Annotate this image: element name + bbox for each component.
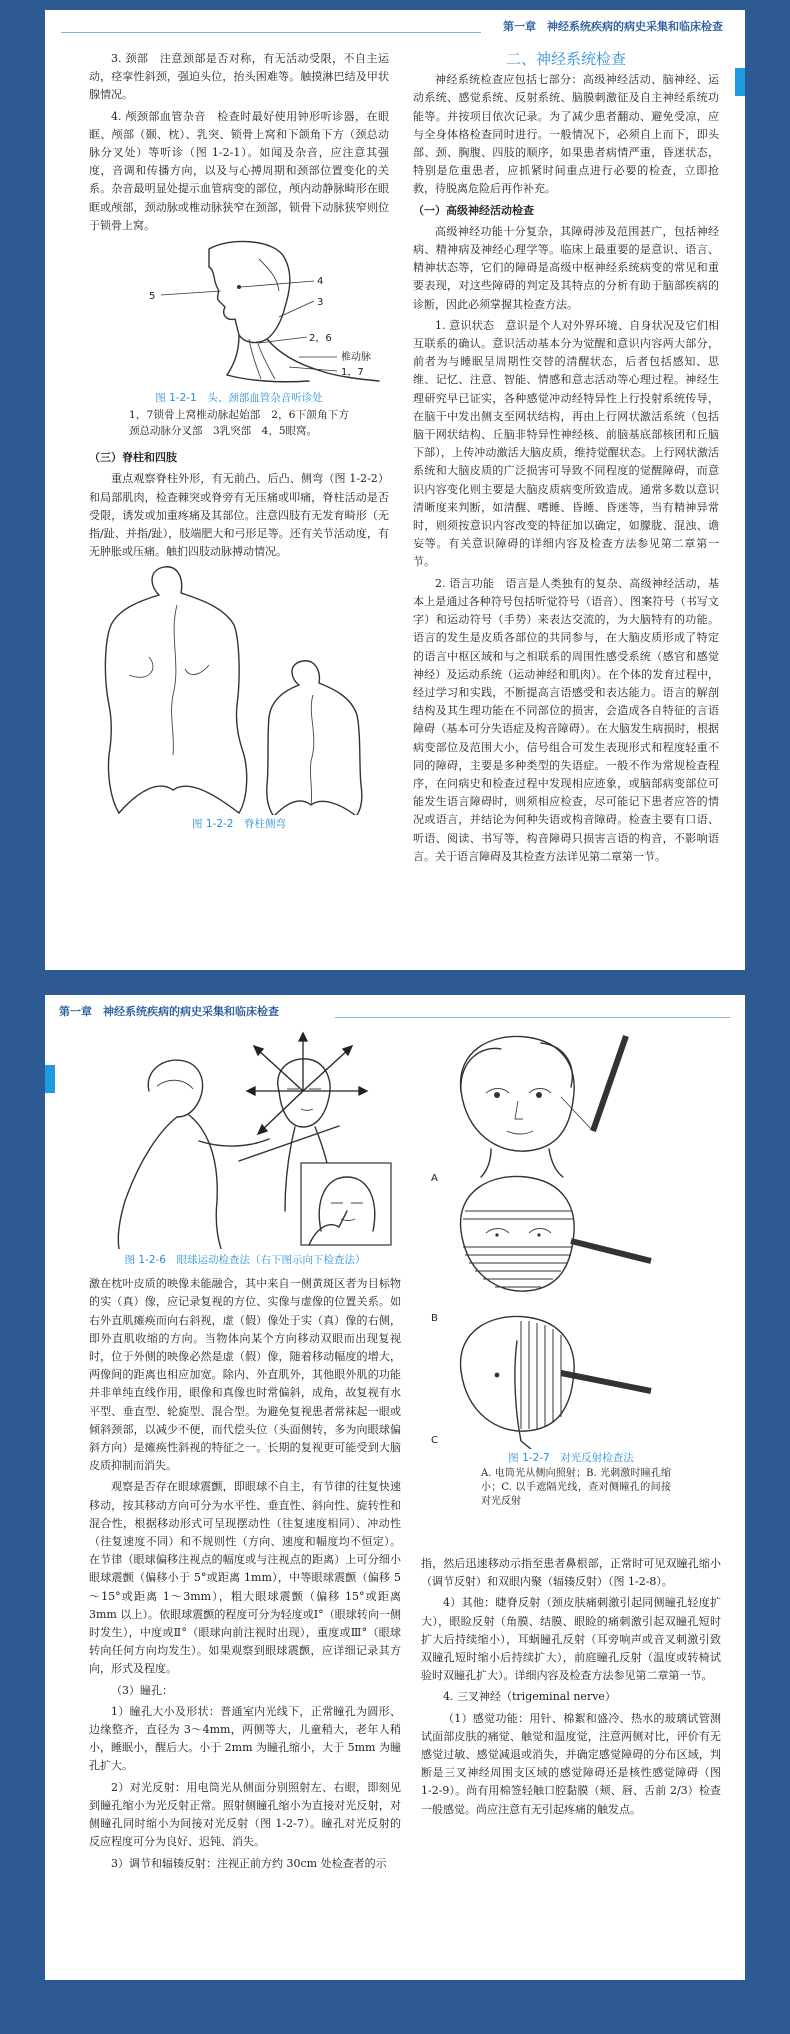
face-c (431, 1316, 651, 1449)
left-column (89, 50, 389, 834)
paragraph-bruit: 4. 颅颈部血管杂音 检查时最好使用钟形听诊器，在眼眶、颅部（颞、枕）、乳突、锁骨上窝和下颌角下方（颈总动脉分叉处）等听诊（图 1-2-1）。如闻及杂音，应注意其强度，音调和传播方向，以及与心搏周期和颈部位置变化的关系。杂音最明显处提示血管病变的部位，颅内动静脉畸形在眼眶或颅部，颈动脉或椎动脉狭窄在颈部，锁骨下动脉狭窄则位于锁骨上窝。 (89, 109, 389, 232)
running-header: 第一章 神经系统疾病的病史采集和临床检查 (503, 20, 723, 33)
paragraph-accommodation-cont: 指，然后迅速移动示指至患者鼻根部，正常时可见双瞳孔缩小（调节反射）和双眼内聚（辐辏反射）（图 1-2-8）。 (421, 1557, 721, 1589)
paragraph-accommodation: 3）调节和辐辏反射：注视正前方约 30cm 处检查者的示 (111, 1856, 387, 1870)
fig1-legend: 1，7锁骨上窝椎动脉起始部 2，6下颌角下方颈总动脉分叉部 3乳突部 4，5眼窝。 (129, 409, 349, 438)
fig7-label-b: B (431, 1313, 438, 1324)
paragraph-pupil-size: 1）瞳孔大小及形状：普通室内光线下，正常瞳孔为圆形、边缘整齐，直径为 3～4mm，两侧等大，儿童稍大，老年人稍小，睡眠小，醒后大。小于 2mm 为瞳孔缩小，大于 5mm 为瞳孔扩大。 (89, 1704, 401, 1773)
light-reflex-drawing (421, 1031, 721, 1449)
face-b (431, 1176, 651, 1324)
fig1-label-2-6: 2，6 (309, 333, 332, 345)
figure-scoliosis (89, 565, 389, 815)
paragraph-light-reflex: 2）对光反射：用电筒光从侧面分别照射左、右眼，即刻见到瞳孔缩小为光反射正常。照射侧瞳孔缩小为直接对光反射，对侧瞳孔同时缩小为间接对光反射（图 1-2-7）。瞳孔对光反射的反应程度可分为良好、迟钝、消失。 (89, 1780, 401, 1849)
fig7-legend: A. 电筒光从侧向照射；B. 光刺激时瞳孔缩小；C. 以手遮隔光线，查对侧瞳孔的间接对光反射 (481, 1468, 671, 1508)
heading-higher-function: （一）高级神经活动检查 (413, 203, 534, 217)
figure-eye-movement (89, 1031, 401, 1249)
paragraph-nystagmus: 观察是否存在眼球震颤，即眼球不自主，有节律的往复快速移动，按其移动方向可分为水平性、垂直性、斜向性、旋转性和混合性，根据移动形式可呈现摆动性（往复速度相同）、冲动性（往复速度不同）和不规则性（方向、速度和幅度均不恒定）。在节律（眼球偏移注视点的幅度或与注视点的距离）上可分细小眼球震颤（偏移小于 5°或距离 1mm），中等眼球震颤（偏移 5～15°或距离 1～3mm），粗大眼球震颤（偏移 15°或距离 3mm 以上）。依眼球震颤的程度可分为轻度或Ⅰ°（眼球转向一侧时发生），中度或Ⅱ°（眼球向前注视时出现），重度或Ⅲ°（眼球转向任何方向均发生）。如果观察到眼球震颤，应详细记录其方向，形式及程度。 (89, 1480, 401, 1676)
left-column (89, 1031, 401, 1876)
right-column (421, 1031, 721, 1509)
paragraph-diplopia: 激在枕叶皮质的映像未能融合，其中来自一侧黄斑区者为目标物的实（真）像，应记录复视的方位、实像与虚像的位置关系。如右外直肌瘫痪而向右斜视，虚（假）像处于实（真）像的右侧，即外直肌收缩的方向。当物体向某个方向移动双眼而出现复视时，位于外侧的映像必然是虚（假）像，随着移动幅度的增大，两像间的距离也相应加宽。除内、外直肌外，其他眼外肌的功能并非单纯直线作用，眼像和真像也时常偏斜，成角，故复视有水平型、垂直型、轮旋型、混合型。为避免复视患者常袜起一眼或倾斜颈部，以减少不便，而代偿头位（头面侧转，多为向眼球偏斜方向）是瘫痪性斜视的特征之一。长期的复视更可能受到大脑皮质抑制而消失。 (89, 1277, 401, 1473)
fig1-label-1-7: 1，7 (341, 367, 364, 379)
neck-profile-drawing (89, 239, 389, 389)
heading-pupil: （3）瞳孔： (111, 1683, 173, 1697)
fig1-label-vertebral: 椎动脉 (341, 352, 371, 364)
chapter-tab (735, 68, 745, 96)
right-column (413, 50, 719, 869)
fig7-caption: 图 1-2-7 对光反射检查法 (508, 1452, 634, 1464)
eye-movement-drawing (89, 1031, 401, 1249)
book-page-bottom (45, 995, 745, 1980)
right-column-lower (421, 1555, 721, 1822)
heading-trigeminal: 4. 三叉神经（trigeminal nerve） (443, 1690, 616, 1704)
face-a (431, 1036, 626, 1184)
book-page-top (45, 10, 745, 970)
paragraph-spine: 重点观察脊柱外形，有无前凸、后凸、侧弯（图 1-2-2）和局部肌肉，检查棘突或脊旁有无压痛或叩痛，脊柱活动是否受限，诱发或加重疼痛及其部位。注意四肢有无发育畸形（无指/趾、并指/趾），肢端肥大和弓形足等。还有关节活动度，有无肿胀或压痛。触扪四肢动脉搏动情况。 (89, 472, 389, 559)
scoliosis-drawing (89, 565, 389, 815)
paragraph-neck: 3. 颈部 注意颈部是否对称，有无活动受限，不自主运动，痉挛性斜颈，强迫头位，抬头困难等。触摸淋巴结及甲状腺情况。 (89, 52, 389, 102)
paragraph-other-reflexes: 4）其他：睫脊反射（颈皮肤痛刺激引起同侧瞳孔轻度扩大），眼睑反射（角膜、结膜、眼睑的痛刺激引起双瞳孔短时扩大后持续缩小），耳蜗瞳孔反射（耳旁响声或音叉刺激引致双瞳孔短时缩小后持续扩大），前庭瞳孔反射（温度或转椅试验时双瞳孔扩大）。详细内容及检查方法参见第二章第一节。 (421, 1596, 721, 1683)
fig6-caption: 图 1-2-6 眼球运动检查法（右下图示向下检查法） (124, 1254, 366, 1266)
fig1-label-3: 3 (317, 297, 324, 309)
section-title: 二、神经系统检查 (505, 50, 626, 68)
fig1-label-4: 4 (317, 276, 324, 288)
figure-neck-auscultation (89, 239, 389, 389)
figure-light-reflex (421, 1031, 721, 1449)
chapter-tab (45, 1065, 55, 1093)
fig7-label-a: A (431, 1173, 438, 1184)
paragraph-trigeminal-sensory: （1）感觉功能：用针、棉絮和盛冷、热水的玻璃试管测试面部皮肤的痛觉、触觉和温度觉，注意两侧对比，评价有无感觉过敏、感觉减退或消失，并确定感觉障碍的分布区域，判断是三叉神经周围支区域的感觉障碍还是核性感觉障碍（图 1-2-9）。尚有用棉签轻触口腔黏膜（颊、唇、舌前 2/3）检查一般感觉。尚应注意有无引起疼痛的触发点。 (421, 1711, 721, 1816)
paragraph-consciousness: 1. 意识状态 意识是个人对外界环境、自身状况及它们相互联系的确认。意识活动基本分为觉醒和意识内容两大部分，前者为与睡眠呈周期性交替的清醒状态，后者包括感知、思维、记忆、注意、智能、情感和意志活动等心理过程。神经生理研究早已证实，各种感觉冲动经特异性上行投射系统传导，在脑干中发出侧支至网状结构，再由上行网状激活系统（包括脑干网状结构、丘脑非特异性神经核、前脑基底部核团和丘脑下部），上传冲动激活大脑皮质，维持觉醒状态。上行网状激活系统和大脑皮质的广泛损害可导致不同程度的觉醒障碍，而意识内容变化则主要是大脑皮质病变所致造成。通常多数以意识清晰度来判断，如清醒、嗜睡、昏睡、昏迷等，当有精神异常时，则须按意识内容改变的特征加以确定，如朦胧、混浊、谵妄等。有关意识障碍的详细内容及检查方法参见第二章第一节。 (413, 318, 719, 569)
heading-spine: （三）脊柱和四肢 (89, 451, 177, 465)
header-rule (61, 32, 481, 33)
fig7-label-c: C (431, 1435, 438, 1446)
header-rule (335, 1017, 730, 1018)
paragraph-neuro-exam: 神经系统检查应包括七部分：高级神经活动、脑神经、运动系统、感觉系统、反射系统、脑膜刺激征及自主神经系统功能等。并按项目依次记录。为了减少患者翻动、避免受凉，应与全身体格检查同时进行。一般情况下，必须自上而下，即头部、颈、胸腹、四肢的顺序，如果患者病情严重，昏迷状态，特别是危重患者，应抓紧时间重点进行必要的检查，立即抢救，待脱离危险后再作补充。 (413, 73, 719, 196)
paragraph-higher-function: 高级神经功能十分复杂，其障碍涉及范围甚广，包括神经病、精神病及神经心理学等。临床上最重要的是意识、语言、精神状态等，它们的障碍是高级中枢神经系统病变的常见和重要表现，对这些障碍的判定及其特点的分析有助于脑部疾病的诊断，因此必须掌握其检查方法。 (413, 224, 719, 311)
running-header: 第一章 神经系统疾病的病史采集和临床检查 (59, 1005, 279, 1018)
paragraph-language: 2. 语言功能 语言是人类独有的复杂、高级神经活动，基本上是通过各种符号包括听觉符号（语音）、图案符号（书写文字）和运动符号（手势）来表达交流的，为大脑特有的功能。语言的发生是皮质各部位的共同参与，在大脑皮质形成了特定的语言中枢区域和与之相联系的周围性感受系统（感官和感觉神经）及运动系统（运动神经和肌肉）。在个体的发育过程中，经过学习和实践，不断提高言语感受和表达能力。语言的解剖结构及其生理功能在不同部位的损害，会造成各自特征的言语障碍（基本可分失语症及构音障碍）。在大脑发生病损时，根据病变部位及范围大小，信号组合可发生表现形式和程度轻重不同的障碍，主要是多种类型的失语症。一般不作为常规检查程序，在问病史和检查过程中发现相应迹象，或脑部病变部位可能发生语言障碍时，则须相应检查，尽可能记下患者应答的情况或语言，并结论为何种失语或构音障碍。检查主要有口语、听语、阅读、书写等，构音障碍只损害言语的构音，不影响语言。关于语言障碍及其检查方法详见第二章第一节。 (413, 576, 719, 863)
fig1-caption: 图 1-2-1 头、颈部血管杂音听诊处 (155, 392, 323, 405)
fig1-label-5: 5 (149, 291, 156, 303)
fig2-caption: 图 1-2-2 脊柱侧弯 (192, 818, 286, 831)
